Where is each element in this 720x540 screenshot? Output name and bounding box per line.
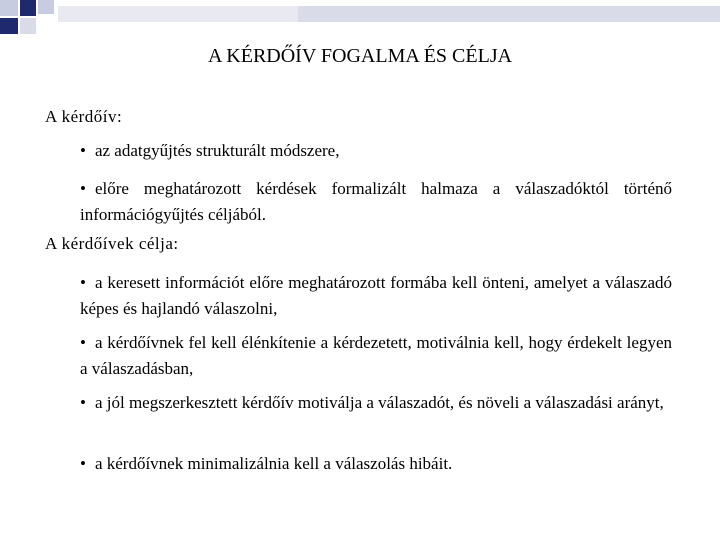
deco-square-dark — [0, 18, 18, 34]
section-heading-purpose: A kérdőívek célja: — [45, 234, 179, 253]
bullet-icon: • — [80, 333, 86, 352]
bullet-text: előre meghatározott kérdések formalizált halmaza a válaszadóktól történő információgyűjtés céljából. — [80, 179, 672, 224]
bullet-item-purpose-3 — [80, 390, 672, 416]
bullet-item-purpose-2 — [80, 330, 672, 382]
bullet-text: a keresett információt előre meghatározott formába kell önteni, amelyet a válaszadó képes és hajlandó válaszolni, — [80, 273, 672, 318]
bullet-text: az adatgyűjtés strukturált módszere, — [94, 141, 340, 160]
bullet-item-definition-2 — [80, 176, 672, 228]
bullet-item-purpose-4 — [80, 451, 680, 477]
decorative-header-pattern — [0, 0, 720, 40]
deco-header-bar-fade — [58, 6, 298, 22]
bullet-icon: • — [80, 273, 86, 292]
bullet-item-definition-1 — [80, 138, 680, 164]
deco-square-light — [38, 0, 54, 14]
bullet-icon: • — [80, 393, 86, 412]
bullet-text: a jól megszerkesztett kérdőív motiválja a válaszadót, és növeli a válaszadási arányt, — [94, 393, 664, 412]
bullet-text: a kérdőívnek minimalizálnia kell a válaszolás hibáit. — [94, 454, 453, 473]
bullet-text: a kérdőívnek fel kell élénkítenie a kérdezetett, motiválnia kell, hogy érdekelt legyen a válaszadásban, — [80, 333, 672, 378]
slide-title: A KÉRDŐÍV FOGALMA ÉS CÉLJA — [207, 45, 513, 67]
bullet-icon: • — [80, 179, 86, 198]
deco-square-dark — [20, 0, 36, 16]
bullet-item-purpose-1 — [80, 270, 672, 322]
bullet-icon: • — [80, 141, 86, 160]
deco-square-light — [20, 18, 36, 34]
deco-square-light — [0, 0, 18, 16]
section-heading-definition: A kérdőív: — [45, 107, 123, 126]
bullet-icon: • — [80, 454, 86, 473]
